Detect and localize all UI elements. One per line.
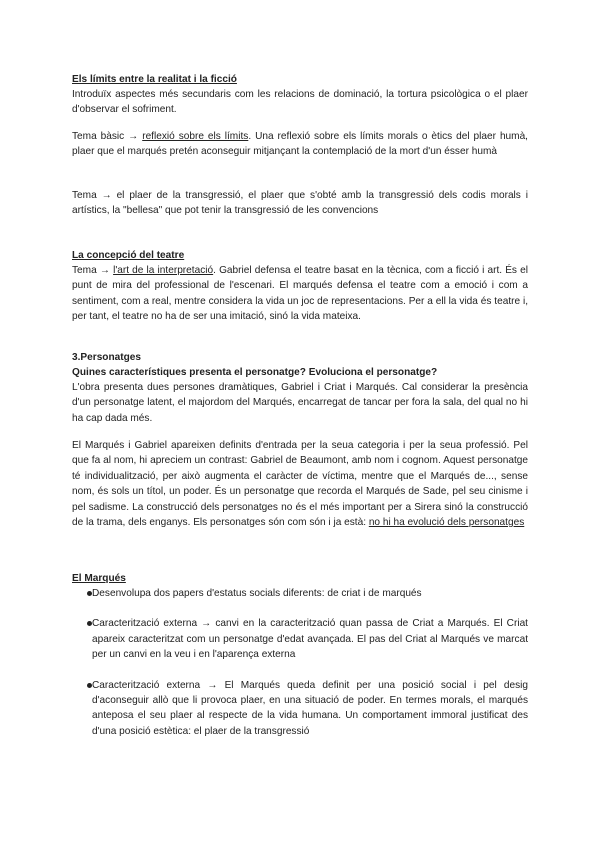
- section-heading-teatre: La concepció del teatre: [72, 250, 185, 261]
- section-heading-personatges: 3.Personatges: [72, 352, 142, 363]
- bullet-icon: [87, 591, 92, 596]
- underlined-no-evolucio: no hi ha evolució dels personatges: [368, 517, 525, 529]
- underlined-art-interpretacio: l'art de la interpretació: [113, 265, 214, 276]
- bullet-list: [72, 586, 528, 754]
- paragraph-marques-gabriel: El Marqués i Gabriel apareixen definits d'entrada per la seua categoria i per la seua professió. Pel que fa al nom, hi apreciem un contrast: Gabriel de Beaumont, amb nom i cognom. Aquest personatge té individualització, per això augmenta el caràcter de víctima, mentre que el Marqués de..., sense nom, és sols un títol, un poder. És un personatge que recorda el Marqués de Sade, pel seu cinisme i pel sadisme. La construcció dels personatges no és el més important per a Sirera sinó la construcció de la trama, dels enganys. Els personatges són com són i ja està: no hi ha evolució dels personatges: [72, 440, 528, 529]
- list-item: Caracterització externa → El Marqués queda definit per una posició social i pel desig d'aconseguir allò que li provoca plaer, en una situació de poder. En termes morals, el marqués anteposa el seu plaer al respecte de la vida humana. Un comportament immoral justificat des d'una posició estètica: el plaer de la transgressió: [72, 678, 528, 740]
- paragraph-intro: Introduïx aspectes més secundaris com les relacions de dominació, la tortura psicològica o el plaer d'observar el sofriment.: [72, 89, 528, 116]
- paragraph-obra-presenta: L'obra presenta dues persones dramàtiques, Gabriel i Criat i Marqués. Cal considerar la presència d'un personatge latent, el majordom del Marqués, encarregat de tancar per fora la sala, del qual no hi ha cap dada més.: [72, 382, 528, 424]
- section-heading-limits: Els límits entre la realitat i la ficció: [72, 74, 237, 85]
- paragraph-tema-transgressio: Tema → el plaer de la transgressió, el plaer que s'obté amb la transgressió dels codis morals i artístics, la "bellesa" que pot tenir la transgressió de les convencions: [72, 190, 528, 217]
- paragraph-tema-basic: Tema bàsic → reflexió sobre els límits. Una reflexió sobre els límits morals o ètics del plaer humà, plaer que el marqués pretén aconseguir mitjançant la contemplació de la mort d'un ésser humà: [72, 131, 528, 158]
- bullet-icon: [87, 683, 92, 688]
- list-item: Desenvolupa dos papers d'estatus socials diferents: de criat i de marqués: [72, 586, 528, 601]
- section-heading-marques: El Marqués: [72, 573, 126, 584]
- list-item: Caracterització externa → canvi en la caracterització quan passa de Criat a Marqués. El Criat apareix caracteritzat com un personatge d'edat avançada. El pas del Criat al Marqués ve marcat per un canvi en la veu i en l'aparença externa: [72, 616, 528, 662]
- paragraph-teatre: Tema → l'art de la interpretació. Gabriel defensa el teatre basat en la tècnica, com a ficció i art. És el punt de mira del professional de l'escenari. El marqués defensa el teatre com a emoció i com a sentiment, com a real, mentre considera la vida un joc de representacions. Per a ell la vida és teatre i, per tant, el teatre no ha de ser una imitació, sinó la vida mateixa.: [72, 265, 528, 323]
- underlined-reflexio: reflexió sobre els límits: [142, 131, 249, 142]
- question-personatges: Quines característiques presenta el personatge? Evoluciona el personatge?: [72, 367, 438, 378]
